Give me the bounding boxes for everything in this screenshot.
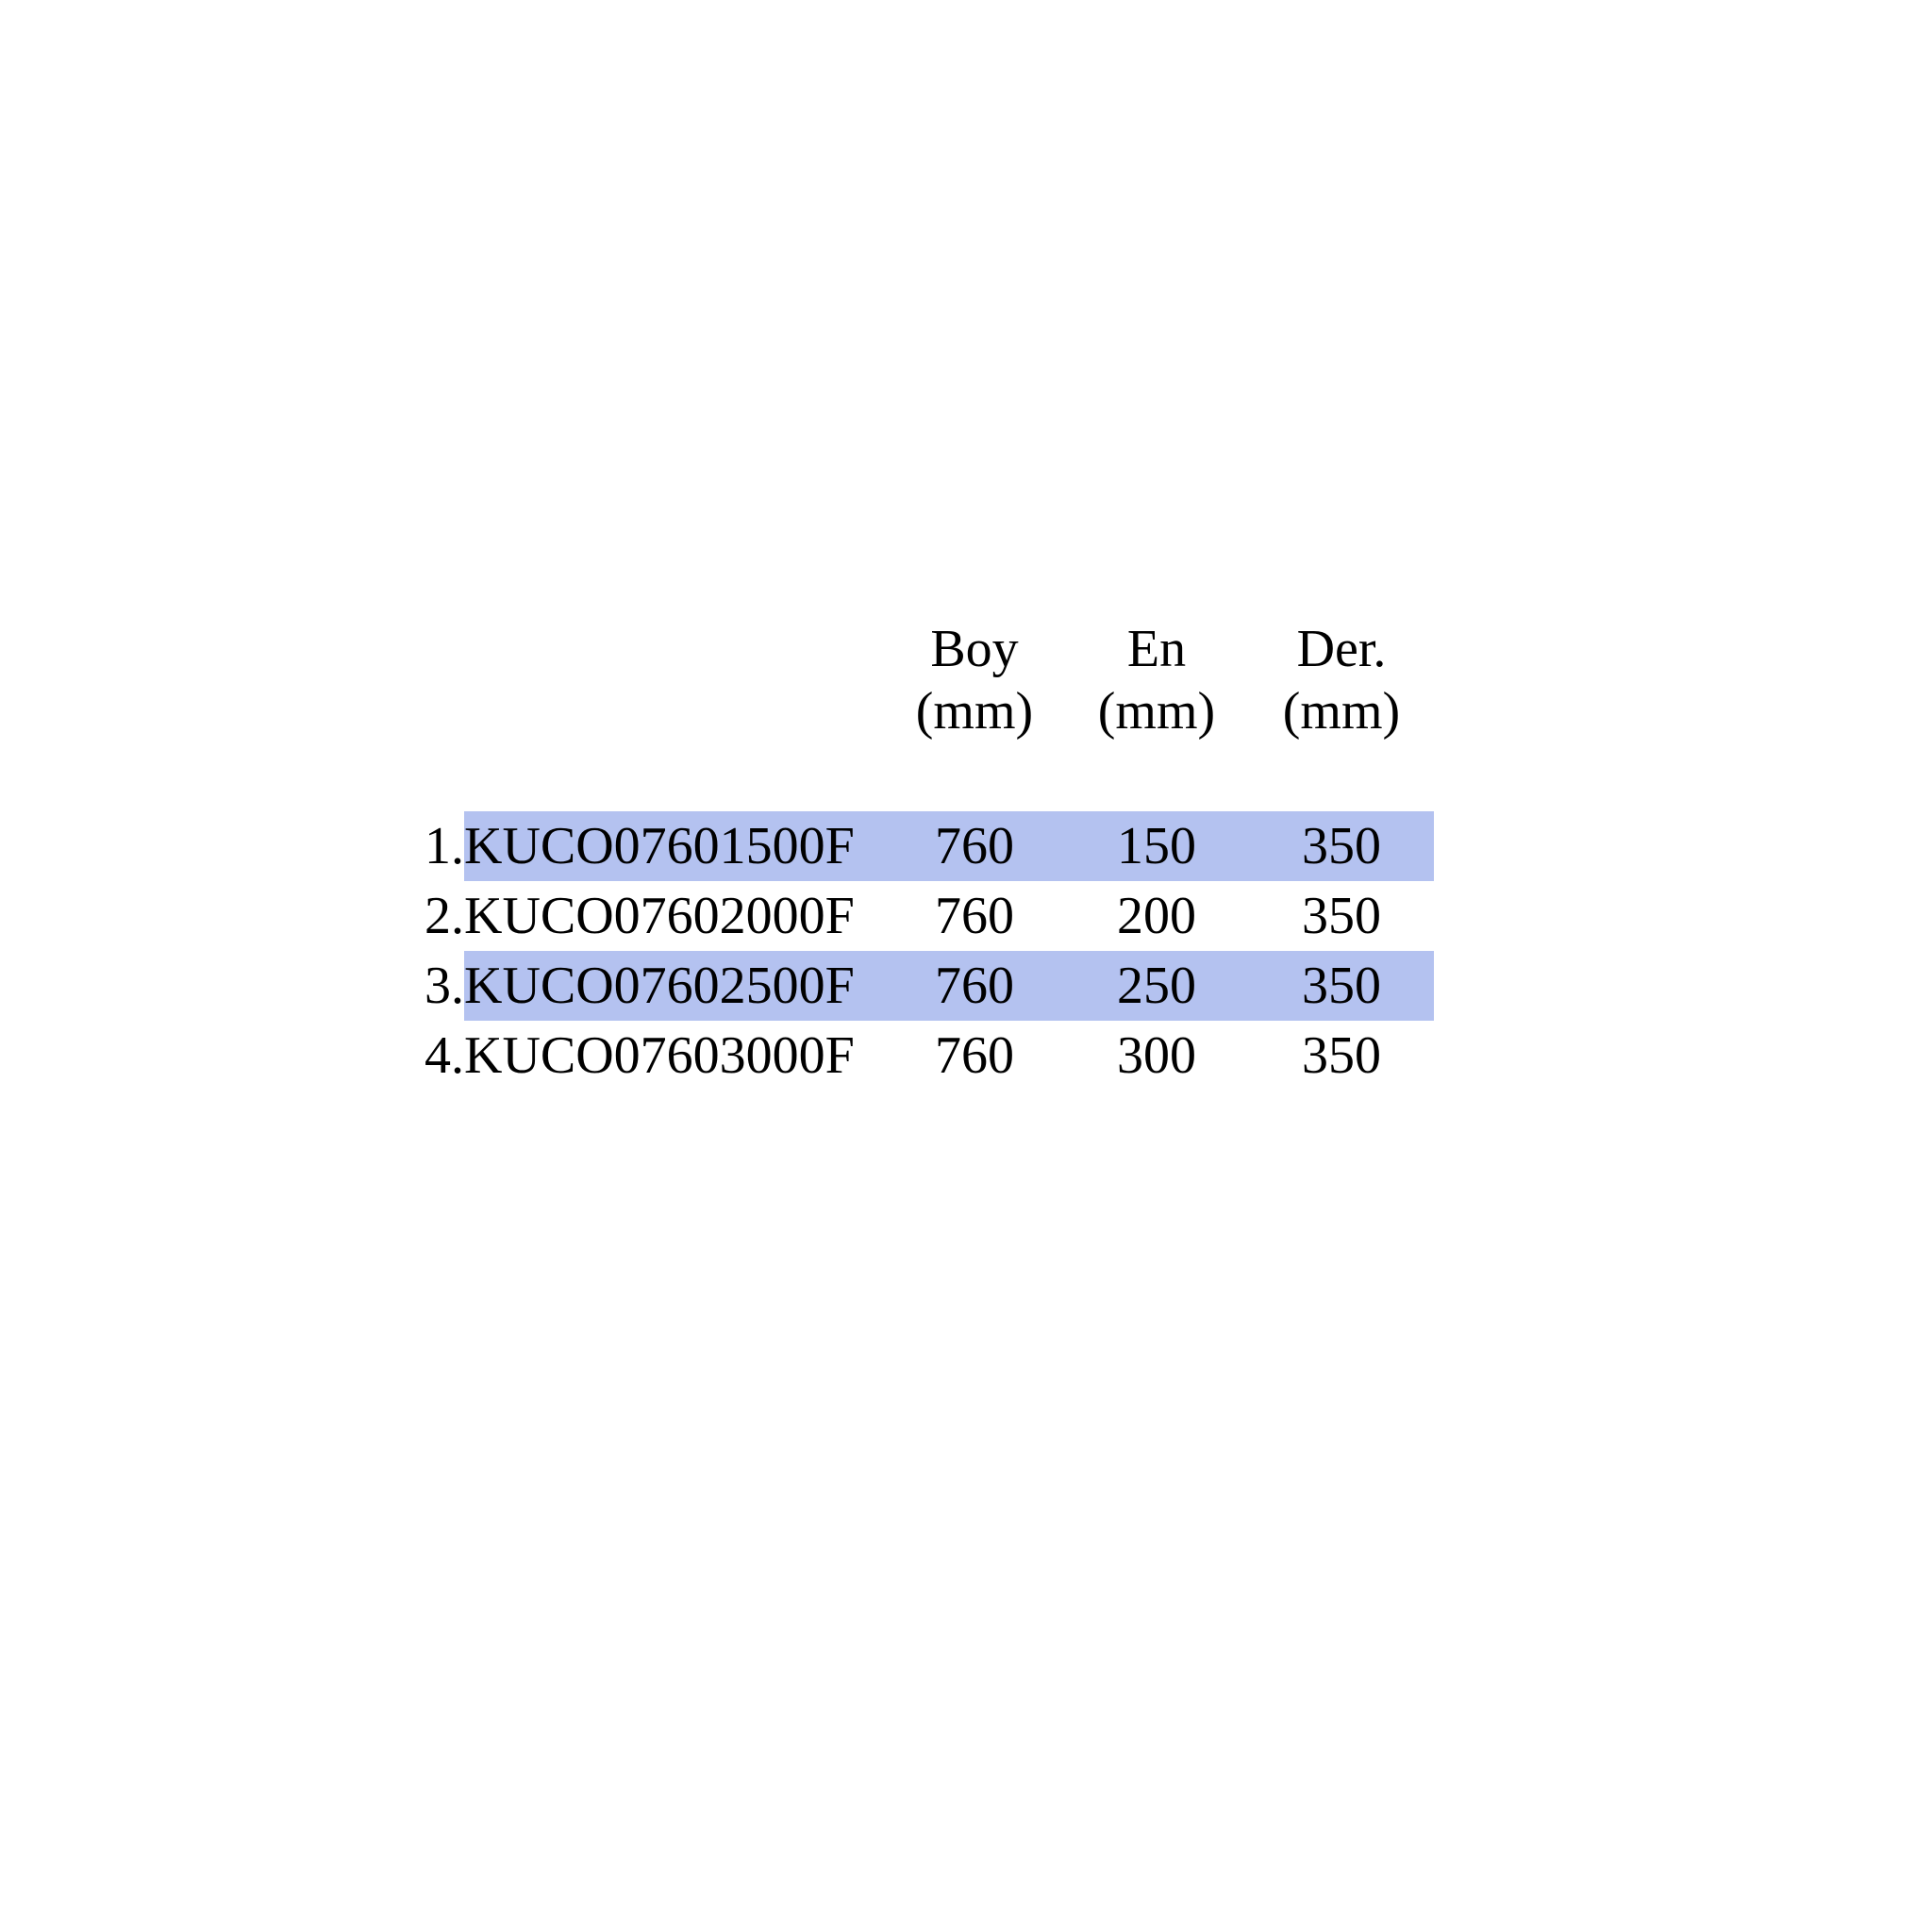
row-en-value: 150 — [1064, 811, 1249, 881]
row-boy-value: 760 — [885, 951, 1064, 1021]
header-spacer-row — [377, 738, 1434, 811]
column-header-boy-unit: (mm) — [915, 682, 1034, 741]
spacer-cell — [1249, 738, 1434, 811]
row-en-value: 200 — [1117, 887, 1196, 945]
row-en-value: 250 — [1064, 951, 1249, 1021]
column-header-en-unit: (mm) — [1097, 682, 1216, 741]
column-header-der-label: Der. — [1296, 620, 1387, 678]
table-header-row — [377, 623, 1434, 738]
column-header-code — [464, 623, 885, 738]
row-boy-value: 760 — [935, 1026, 1014, 1085]
column-header-en — [1064, 620, 1249, 741]
row-der-value: 350 — [1249, 951, 1434, 1021]
row-product-code: KUCO07602500F — [464, 951, 885, 1021]
row-der-value: 350 — [1302, 1026, 1381, 1085]
table-row — [377, 811, 1434, 881]
column-header-der-unit: (mm) — [1282, 682, 1401, 741]
table-row — [377, 1021, 1434, 1091]
table-row — [377, 951, 1434, 1021]
row-boy-value: 760 — [885, 811, 1064, 881]
row-index: 3. — [425, 957, 464, 1015]
product-dimension-table — [377, 620, 1434, 1091]
column-header-index — [377, 623, 464, 738]
spacer-cell — [1064, 738, 1249, 811]
row-product-code: KUCO07602000F — [464, 887, 855, 945]
table-body — [377, 811, 1434, 1091]
row-index: 2. — [425, 887, 464, 945]
row-product-code: KUCO07603000F — [464, 1026, 855, 1085]
spacer-cell — [885, 738, 1064, 811]
row-product-code: KUCO07601500F — [464, 811, 885, 881]
column-header-en-label: En — [1126, 620, 1187, 678]
row-boy-value: 760 — [935, 887, 1014, 945]
row-der-value: 350 — [1302, 887, 1381, 945]
table-row — [377, 881, 1434, 951]
spacer-cell — [464, 738, 885, 811]
column-header-boy — [885, 620, 1064, 741]
row-der-value: 350 — [1249, 811, 1434, 881]
column-header-der — [1249, 620, 1434, 741]
row-index: 1. — [425, 817, 464, 875]
table-header — [377, 620, 1434, 811]
column-header-boy-label: Boy — [930, 620, 1019, 678]
row-index: 4. — [425, 1026, 464, 1085]
spacer-cell — [377, 738, 464, 811]
row-en-value: 300 — [1117, 1026, 1196, 1085]
